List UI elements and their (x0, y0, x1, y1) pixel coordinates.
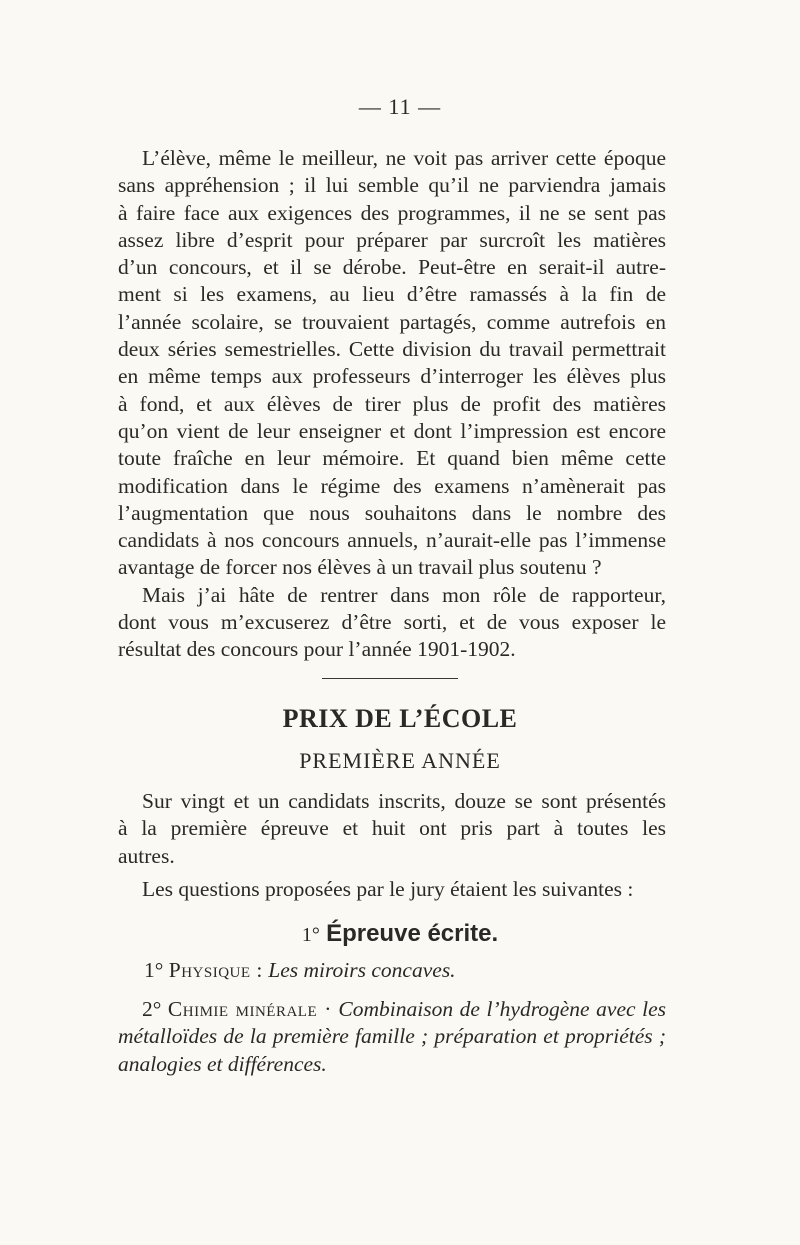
text-line: sans appréhension ; il lui semble qu’il ne parviendra jamais (118, 173, 666, 198)
text-line: en même temps aux professeurs d’interroger les élèves plus (118, 364, 666, 389)
text-line (118, 996, 666, 1023)
text-line: résultat des concours pour l’année 1901-1902. (118, 637, 516, 662)
exam-section-title (0, 920, 800, 948)
section-title-text: Épreuve écrite. (326, 920, 499, 947)
exam-question (144, 958, 456, 983)
text-line: d’un concours, et il se dérobe. Peut-être en serait-il autre- (118, 255, 666, 280)
text-line: analogies et différences. (118, 1051, 327, 1076)
text-line: métalloïdes de la première famille ; préparation et propriétés ; (118, 1024, 666, 1049)
body-text (118, 788, 666, 870)
section-number: 1° (301, 924, 320, 946)
text-line: à fond, et aux élèves de tirer plus de profit des matières (118, 391, 666, 416)
question-topic: Combinaison de l’hydrogène avec les (338, 997, 666, 1021)
section-divider (322, 678, 458, 679)
text-line: deux séries semestrielles. Cette division du travail permettrait (118, 337, 666, 362)
text-line: à faire face aux exigences des programmes, il ne se sent pas (118, 200, 666, 225)
question-topic: Les miroirs concaves. (268, 958, 456, 982)
question-number: 1° (144, 958, 164, 982)
text-line: ment si les examens, au lieu d’être ramassés à la fin de (118, 282, 666, 307)
text-line: modification dans le régime des examens n’amènerait pas (118, 473, 666, 498)
text-line: qu’on vient de leur enseigner et dont l’impression est encore (118, 418, 666, 443)
text-line: l’année scolaire, se trouvaient partagés, comme autrefois en (118, 309, 666, 334)
question-number: 2° (142, 997, 162, 1021)
text-line: autres. (118, 843, 175, 868)
text-line: à la première épreuve et huit ont pris part à toutes les (118, 816, 666, 841)
text-line: toute fraîche en leur mémoire. Et quand bien même cette (118, 446, 666, 471)
text-line: dont vous m’excuserez d’être sorti, et de vous exposer le (118, 610, 666, 635)
question-subject: Physique : (168, 958, 263, 982)
exam-question (118, 996, 666, 1078)
section-heading: PRIX DE L’ÉCOLE (282, 704, 518, 733)
text-line: L’élève, même le meilleur, ne voit pas arriver cette époque (142, 146, 666, 170)
question-subject: Chimie minérale · (167, 997, 332, 1021)
text-line: candidats à nos concours annuels, n’aurait-elle pas l’immense (118, 528, 666, 553)
page-number: — 11 — (358, 94, 442, 119)
body-text (118, 876, 666, 903)
text-line: avantage de forcer nos élèves à un travail plus soutenu ? (118, 555, 602, 580)
text-line: l’augmentation que nous souhaitons dans le nombre des (118, 500, 666, 525)
text-line: Sur vingt et un candidats inscrits, douze se sont présentés (142, 789, 666, 813)
text-line: Mais j’ai hâte de rentrer dans mon rôle de rapporteur, (142, 582, 666, 607)
body-text (118, 145, 666, 664)
section-subheading: PREMIÈRE ANNÉE (299, 748, 501, 773)
text-line: assez libre d’esprit pour préparer par surcroît les matières (118, 227, 666, 252)
text-line: Les questions proposées par le jury étaient les suivantes : (142, 877, 634, 901)
